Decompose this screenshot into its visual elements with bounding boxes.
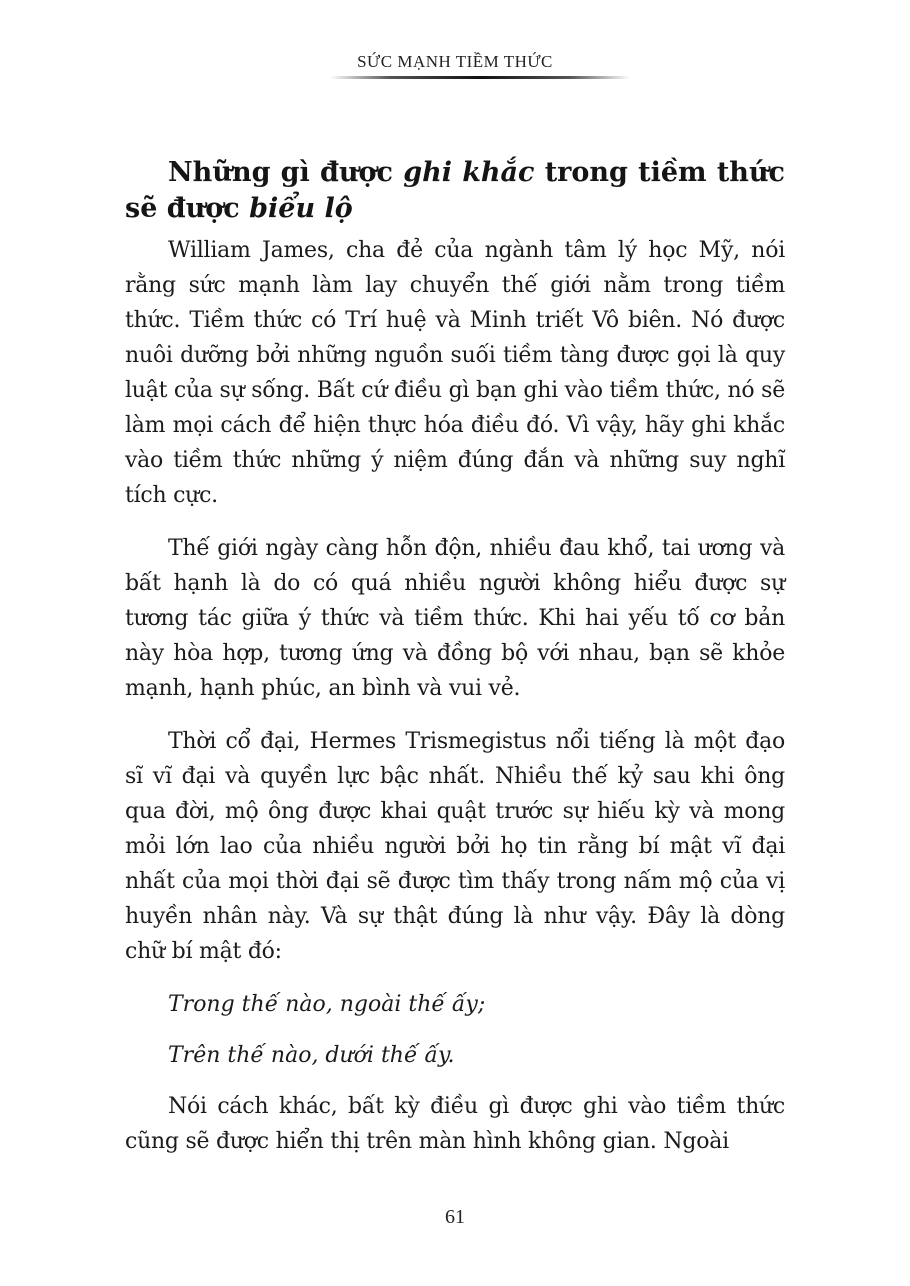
heading-text-1: Những gì được <box>168 157 404 188</box>
paragraph-2: Thế giới ngày càng hỗn độn, nhiều đau khổ, tai ương và bất hạnh là do có quá nhiều người không hiểu được sự tương tác giữa ý thức và tiềm thức. Khi hai yếu tố cơ bản này hòa hợp, tương ứng và đồng bộ với nhau, bạn sẽ khỏe mạnh, hạnh phúc, an bình và vui vẻ. <box>125 536 785 701</box>
paragraph-3: Thời cổ đại, Hermes Trismegistus nổi tiếng là một đạo sĩ vĩ đại và quyền lực bậc nhất. Nhiều thế kỷ sau khi ông qua đời, mộ ông được khai quật trước sự hiếu kỳ và mong mỏi lớn lao của nhiều người bởi họ tin rằng bí mật vĩ đại nhất của mọi thời đại sẽ được tìm thấy trong nấm mộ của vị huyền nhân này. Và sự thật đúng là như vậy. Đây là dòng chữ bí mật đó: <box>125 729 785 964</box>
section-heading <box>125 155 785 227</box>
heading-text-2: trong tiềm thức sẽ được <box>125 157 785 224</box>
verse-line-2: Trên thế nào, dưới thế ấy. <box>168 1043 455 1068</box>
header-rule <box>330 76 630 79</box>
running-title: SỨC MẠNH TIỀM THỨC <box>357 52 553 71</box>
paragraph-4: Nói cách khác, bất kỳ điều gì được ghi vào tiềm thức cũng sẽ được hiển thị trên màn hình không gian. Ngoài <box>125 1094 785 1154</box>
page-body <box>125 155 785 1177</box>
page-number: 61 <box>445 1206 465 1228</box>
running-header <box>0 52 910 72</box>
heading-emphasis-1: ghi khắc <box>403 157 535 188</box>
paragraph-1: William James, cha đẻ của ngành tâm lý học Mỹ, nói rằng sức mạnh làm lay chuyển thế giới nằm trong tiềm thức. Tiềm thức có Trí huệ và Minh triết Vô biên. Nó được nuôi dưỡng bởi những nguồn suối tiềm tàng được gọi là quy luật của sự sống. Bất cứ điều gì bạn ghi vào tiềm thức, nó sẽ làm mọi cách để hiện thực hóa điều đó. Vì vậy, hãy ghi khắc vào tiềm thức những ý niệm đúng đắn và những suy nghĩ tích cực. <box>125 238 785 508</box>
verse-line-1: Trong thế nào, ngoài thế ấy; <box>168 992 486 1017</box>
heading-emphasis-2: biểu lộ <box>249 193 353 224</box>
